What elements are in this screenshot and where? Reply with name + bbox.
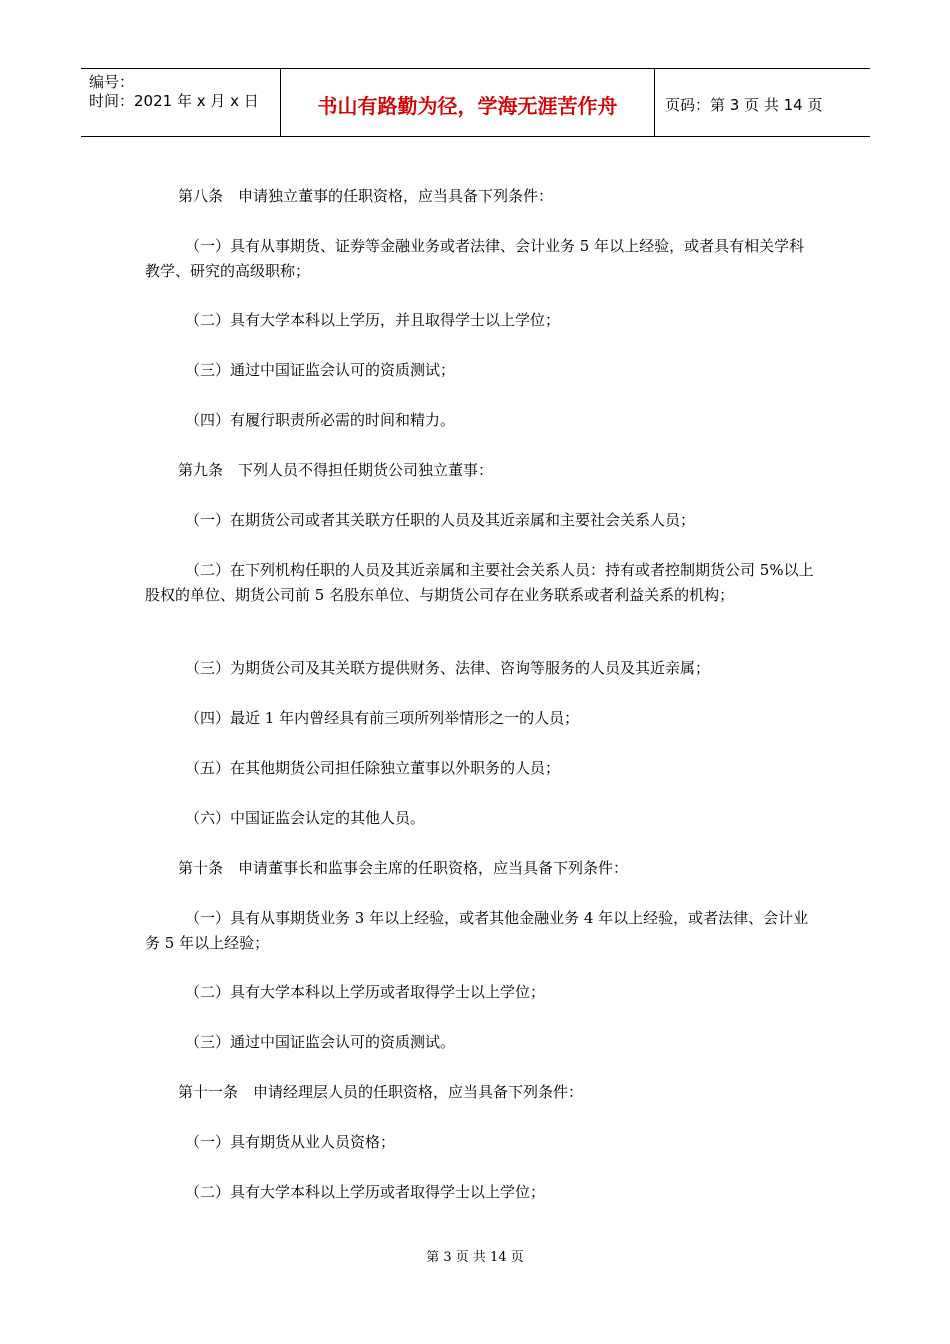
header-meta	[81, 69, 281, 136]
article-9-item-4: （四）最近 1 年内曾经具有前三项所列举情形之一的人员；	[185, 709, 580, 727]
article-10-item-2: （二）具有大学本科以上学历或者取得学士以上学位；	[185, 983, 546, 1001]
article-9-heading: 第九条 下列人员不得担任期货公司独立董事：	[178, 461, 494, 479]
footer-page-number: 第 3 页 共 14 页	[426, 1250, 524, 1265]
article-8-item-1: （一）具有从事期货、证券等金融业务或者法律、会计业务 5 年以上经验，或者具有相关学科教学、研究的高级职称；	[145, 237, 805, 280]
article-11-heading: 第十一条 申请经理层人员的任职资格，应当具备下列条件：	[178, 1083, 584, 1101]
article-10-item-3: （三）通过中国证监会认可的资质测试。	[185, 1033, 456, 1051]
article-8-item-4: （四）有履行职责所必需的时间和精力。	[185, 411, 456, 429]
article-9-item-5: （五）在其他期货公司担任除独立董事以外职务的人员；	[185, 759, 561, 777]
article-8-item-3: （三）通过中国证监会认可的资质测试；	[185, 361, 456, 379]
article-8-heading: 第八条 申请独立董事的任职资格，应当具备下列条件：	[178, 187, 554, 205]
article-9-item-2: （二）在下列机构任职的人员及其近亲属和主要社会关系人员：持有或者控制期货公司 5%以上股权的单位、期货公司前 5 名股东单位、与期货公司存在业务联系或者利益关系的机构；	[145, 561, 814, 604]
page-header	[81, 68, 870, 137]
header-motto: 书山有路勤为径，学海无涯苦作舟	[281, 69, 655, 136]
article-8-item-2: （二）具有大学本科以上学历，并且取得学士以上学位；	[185, 311, 561, 329]
article-9-item-1: （一）在期货公司或者其关联方任职的人员及其近亲属和主要社会关系人员；	[185, 511, 696, 529]
page-footer	[0, 1246, 950, 1265]
article-11-item-2: （二）具有大学本科以上学历或者取得学士以上学位；	[185, 1183, 546, 1201]
article-9-item-3: （三）为期货公司及其关联方提供财务、法律、咨询等服务的人员及其近亲属；	[185, 659, 711, 677]
article-10-heading: 第十条 申请董事长和监事会主席的任职资格，应当具备下列条件：	[178, 859, 629, 877]
article-11-item-1: （一）具有期货从业人员资格；	[185, 1133, 396, 1151]
article-9-item-6: （六）中国证监会认定的其他人员。	[185, 809, 426, 827]
document-number-label: 编号：	[89, 73, 135, 91]
header-page-indicator: 页码：第 3 页 共 14 页	[665, 96, 823, 114]
article-10-item-1: （一）具有从事期货业务 3 年以上经验，或者其他金融业务 4 年以上经验，或者法律、会计业务 5 年以上经验；	[145, 909, 809, 952]
document-time-label: 时间：2021 年 x 月 x 日	[89, 92, 259, 110]
